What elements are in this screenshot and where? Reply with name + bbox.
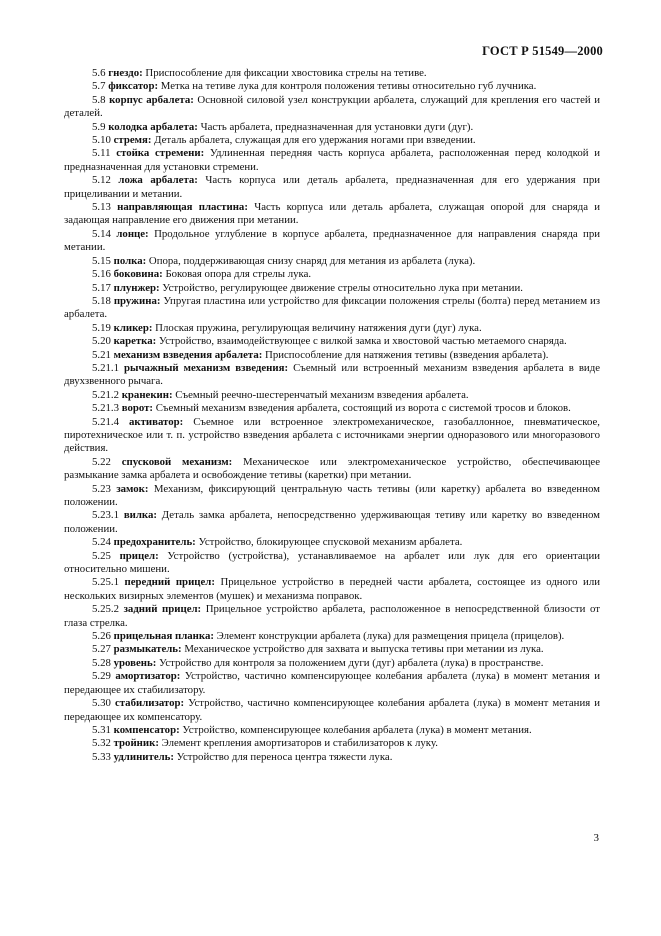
entry-term: удлинитель:	[113, 750, 174, 763]
entry-definition: Боковая опора для стрелы лука.	[162, 268, 312, 281]
entry-number: 5.25	[92, 549, 111, 562]
definition-entry	[64, 80, 600, 93]
definition-entry	[64, 643, 600, 656]
entry-term: размыкатель:	[113, 643, 182, 656]
entry-term: фиксатор:	[108, 80, 159, 93]
entry-term: задний прицел:	[123, 603, 202, 616]
entry-definition: Съемный механизм взведения арбалета, состоящий из ворота с системой тросов и блоков.	[153, 402, 571, 415]
entry-term: тройник:	[113, 737, 159, 750]
definition-entry	[64, 416, 600, 456]
entry-definition: Механическое или электромеханическое устройство, обеспечивающее размыкание замка арбалета и освобождение тетивы (каретки) при метании.	[64, 455, 600, 482]
entry-number: 5.22	[92, 455, 111, 468]
entry-term: прицельная планка:	[113, 630, 214, 643]
entry-definition: Удлиненная передняя часть корпуса арбалета, расположенная перед колодкой и предназначенная для установки стремени.	[64, 147, 601, 173]
entry-definition: Основной силовой узел конструкции арбалета, служащий для крепления его частей и деталей.	[64, 93, 600, 120]
entry-term: направляющая пластина:	[117, 201, 248, 214]
entry-number: 5.24	[92, 536, 111, 549]
entry-definition: Устройство, частично компенсирующее колебания арбалета (лука) в момент метания и передающее их стабилизатору.	[64, 670, 600, 696]
definition-entry	[64, 576, 600, 603]
entry-term: стремя:	[113, 134, 152, 147]
entry-term: уровень:	[113, 656, 157, 669]
entry-definition: Устройство, компенсирующее колебания арбалета (лука) в момент метания.	[179, 723, 532, 736]
definition-entry	[64, 402, 600, 415]
entry-number: 5.21.4	[92, 415, 119, 428]
entry-definition: Прицельное устройство в передней части арбалета, состоящее из одного или нескольких визирных элементов (мушек) и механизма поправок.	[64, 576, 601, 602]
entry-number: 5.23.1	[92, 509, 119, 522]
entry-number: 5.23	[92, 482, 111, 495]
entry-definition: Устройство, взаимодействующее с вилкой замка и хвостовой частью метаемого снаряда.	[156, 335, 567, 348]
entry-number: 5.21.2	[92, 388, 119, 401]
definition-entry	[64, 483, 600, 510]
entry-term: кранекин:	[121, 388, 173, 401]
entry-definition: Элемент конструкции арбалета (лука) для размещения прицела (прицелов).	[213, 630, 565, 643]
definition-entry	[64, 536, 600, 549]
entry-term: спусковой механизм:	[121, 455, 233, 468]
definition-entry	[64, 134, 600, 147]
entry-term: гнездо:	[108, 67, 143, 79]
definition-entry	[64, 630, 600, 643]
entry-definition: Съемный или встроенный механизм взведения арбалета в виде двухзвенного рычага.	[64, 361, 600, 388]
entry-definition: Деталь арбалета, служащая для его удержания ногами при взведении.	[151, 134, 476, 147]
entry-term: боковина:	[113, 268, 163, 281]
entry-number: 5.17	[92, 281, 111, 294]
entry-number: 5.18	[92, 294, 111, 307]
entry-number: 5.10	[92, 134, 111, 147]
entry-number: 5.14	[92, 227, 111, 240]
definition-entry	[64, 201, 600, 228]
definition-entry	[64, 509, 600, 536]
entry-number: 5.8	[92, 93, 106, 106]
definition-entry	[64, 362, 600, 389]
entry-number: 5.33	[92, 750, 111, 763]
entry-number: 5.12	[92, 174, 111, 187]
entry-number: 5.26	[92, 630, 111, 643]
entry-definition: Опора, поддерживающая снизу снаряд для метания из арбалета (лука).	[146, 254, 476, 267]
entry-number: 5.19	[92, 321, 111, 334]
entry-definition: Часть корпуса или деталь арбалета, служащая опорой для снаряда и задающая направление его движения при метании.	[64, 201, 601, 227]
entry-term: кликер:	[113, 321, 153, 334]
entry-definition: Устройство, блокирующее спусковой механизм арбалета.	[195, 536, 463, 549]
entry-number: 5.6	[92, 67, 106, 79]
entry-definition: Устройство для контроля за положением дуги (дуг) арбалета (лука) в пространстве.	[156, 656, 544, 669]
entry-number: 5.21.3	[92, 402, 119, 415]
entry-definition: Плоская пружина, регулирующая величину натяжения дуги (дуг) лука.	[152, 321, 482, 334]
definition-entry	[64, 724, 600, 737]
entry-number: 5.7	[92, 80, 106, 93]
entry-definition: Прицельное устройство арбалета, расположенное в непосредственной близости от глаза стрелка.	[64, 603, 600, 629]
entry-definition: Устройство для переноса центра тяжести лука.	[173, 750, 393, 763]
standard-header: ГОСТ Р 51549—2000	[482, 44, 603, 58]
definition-entry	[64, 737, 600, 750]
entry-term: ложа арбалета:	[118, 174, 198, 187]
definition-entry	[64, 389, 600, 402]
entry-term: компенсатор:	[113, 723, 180, 736]
entry-number: 5.32	[92, 737, 111, 750]
definition-entry	[64, 657, 600, 670]
entry-definition: Съемный реечно-шестеренчатый механизм взведения арбалета.	[172, 388, 469, 401]
entry-definition: Приспособление для фиксации хвостовика стрелы на тетиве.	[142, 67, 427, 79]
entry-term: замок:	[116, 482, 149, 495]
entry-number: 5.21.1	[92, 361, 119, 374]
entry-term: пружина:	[113, 294, 161, 307]
entry-number: 5.20	[92, 335, 111, 348]
entry-number: 5.13	[92, 201, 111, 214]
definition-entry	[64, 603, 600, 630]
entry-definition: Приспособление для натяжения тетивы (взведения арбалета).	[262, 348, 549, 361]
entry-definition: Съемное или встроенное электромеханическое, газобаллонное, пневматическое, пиротехническое или т. п. устройство взведения арбалета с источниками энергии одноразового или многоразового действия.	[64, 415, 600, 455]
entry-definition: Устройство (устройства), устанавливаемое на арбалет или лук для его ориентации относительно мишени.	[64, 549, 600, 576]
entry-number: 5.29	[92, 670, 111, 683]
definition-entry	[64, 174, 600, 201]
entry-term: прицел:	[119, 549, 159, 562]
entry-definition: Механизм, фиксирующий центральную часть тетивы (или каретку) арбалета во взведенном положении.	[64, 482, 600, 508]
definition-entry	[64, 94, 600, 121]
entry-definition: Устройство, регулирующее движение стрелы относительно лука при метании.	[159, 281, 523, 294]
entry-number: 5.28	[92, 656, 111, 669]
entry-definition: Устройство, частично компенсирующее колебания арбалета (лука) в момент метания и передающее их компенсатору.	[64, 697, 600, 723]
entry-number: 5.25.2	[92, 603, 119, 616]
entry-definition: Механическое устройство для захвата и выпуска тетивы при метании из лука.	[181, 643, 544, 656]
definition-entry	[64, 67, 600, 80]
definition-entry	[64, 295, 600, 322]
entry-term: ворот:	[121, 402, 154, 415]
definition-entry	[64, 751, 600, 764]
entry-number: 5.30	[92, 697, 111, 710]
entry-term: каретка:	[113, 335, 157, 348]
page-number: 3	[593, 832, 599, 844]
entry-number: 5.27	[92, 643, 111, 656]
entry-term: активатор:	[128, 415, 184, 428]
entry-definition: Элемент крепления амортизаторов и стабилизаторов к луку.	[158, 737, 438, 750]
entry-definition: Деталь замка арбалета, непосредственно удерживающая тетиву или каретку во взведенном положении.	[64, 509, 601, 535]
definition-entry	[64, 121, 600, 134]
definition-entry	[64, 282, 600, 295]
entry-number: 5.21	[92, 348, 111, 361]
entry-term: предохранитель:	[113, 536, 196, 549]
entry-definition: Упругая пластина или устройство для фиксации положения стрелы (болта) перед метанием из арбалета.	[64, 294, 600, 321]
entry-term: механизм взведения арбалета:	[113, 348, 263, 361]
definition-entry	[64, 550, 600, 577]
definition-entry	[64, 322, 600, 335]
definition-entry	[64, 147, 600, 174]
definition-entry	[64, 255, 600, 268]
entry-number: 5.11	[92, 147, 111, 160]
entry-number: 5.25.1	[92, 576, 119, 589]
entry-definition: Часть арбалета, предназначенная для установки дуги (дуг).	[197, 120, 474, 133]
entry-definition: Метка на тетиве лука для контроля положения тетивы относительно губ лучника.	[158, 80, 537, 93]
entry-term: амортизатор:	[115, 670, 181, 683]
entry-number: 5.9	[92, 120, 106, 133]
entry-number: 5.15	[92, 254, 111, 267]
entry-term: рычажный механизм взведения:	[124, 361, 289, 374]
definitions-body	[64, 67, 600, 764]
entry-definition: Продольное углубление в корпусе арбалета, предназначенное для направления снаряда при метании.	[64, 227, 601, 254]
entry-term: полка:	[113, 254, 147, 267]
definition-entry	[64, 228, 600, 255]
entry-number: 5.31	[92, 723, 111, 736]
entry-term: передний прицел:	[124, 576, 215, 589]
definition-entry	[64, 335, 600, 348]
entry-term: корпус арбалета:	[109, 93, 194, 106]
definition-entry	[64, 268, 600, 281]
definition-entry	[64, 697, 600, 724]
definition-entry	[64, 670, 600, 697]
entry-number: 5.16	[92, 268, 111, 281]
definition-entry	[64, 456, 600, 483]
entry-term: колодка арбалета:	[108, 120, 198, 133]
entry-term: стабилизатор:	[114, 697, 185, 710]
definition-entry	[64, 349, 600, 362]
entry-term: лонце:	[116, 227, 149, 240]
entry-term: стойка стремени:	[116, 147, 205, 160]
entry-term: плунжер:	[113, 281, 160, 294]
entry-definition: Часть корпуса или деталь арбалета, предназначенная для его удержания при прицеливании и метании.	[64, 174, 600, 200]
entry-term: вилка:	[123, 509, 157, 522]
